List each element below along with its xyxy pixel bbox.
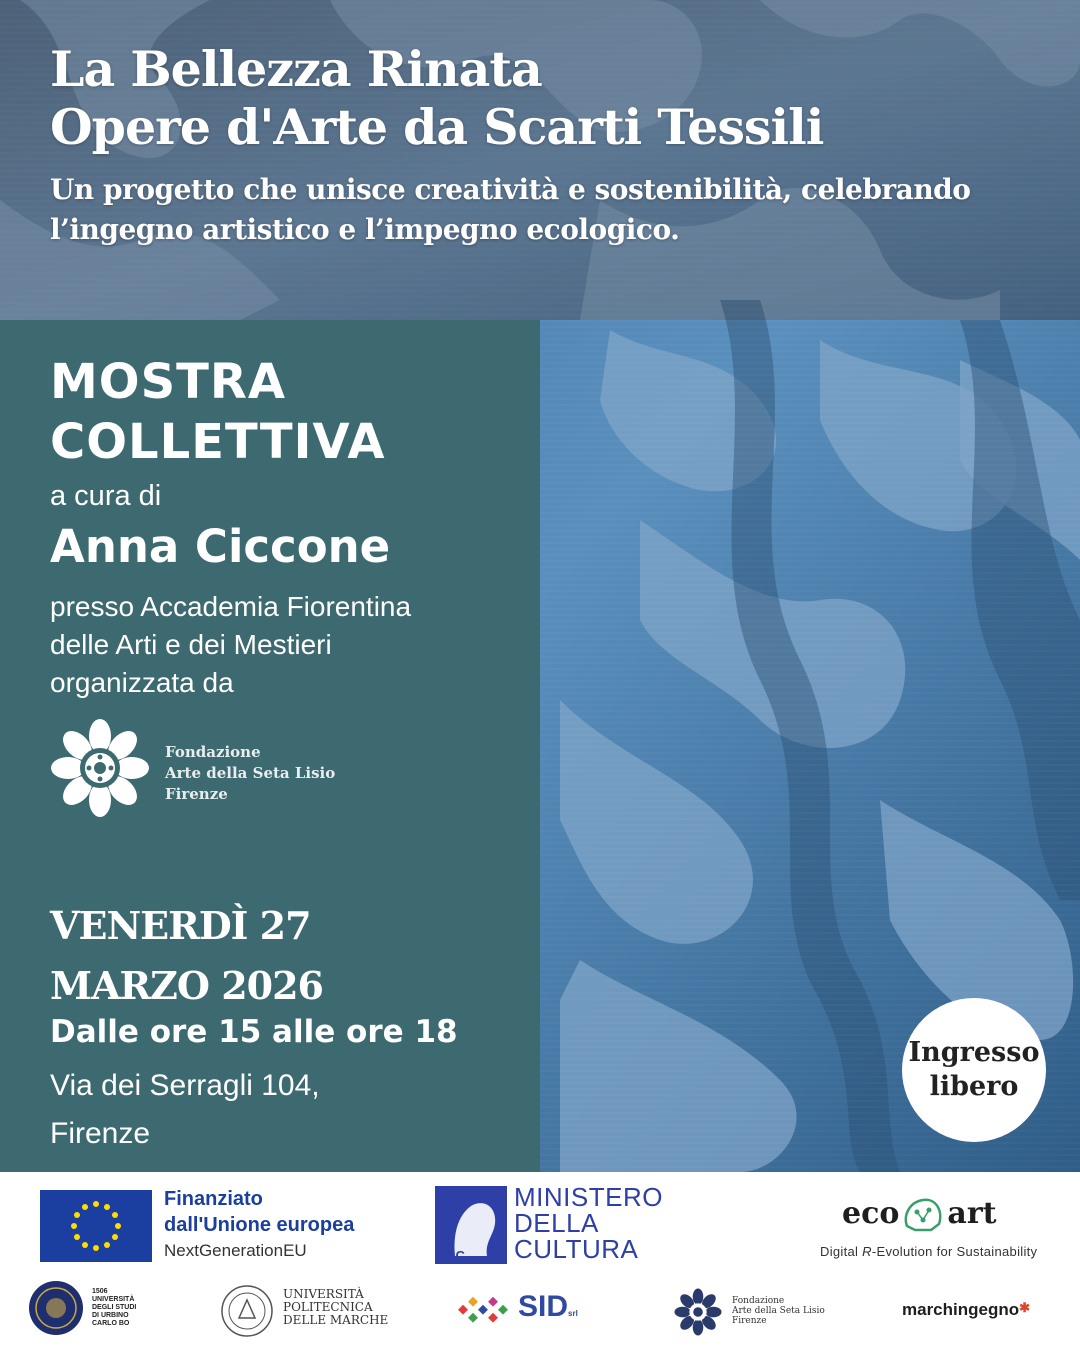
date-line-2: MARZO 2026: [50, 963, 323, 1008]
curated-by-label: a cura di: [50, 480, 162, 512]
free-entry-badge: [902, 998, 1046, 1142]
badge-line-1: Ingresso: [908, 1037, 1040, 1068]
fondazione-small-text: [732, 1296, 825, 1326]
page-title-line-2: Opere d'Arte da Scarti Tessili: [50, 98, 824, 156]
uniurb-seal-icon: [28, 1280, 84, 1336]
subtitle: [50, 170, 1050, 250]
event-date: [50, 896, 323, 1016]
address-line-2: Firenze: [50, 1117, 151, 1150]
uniurb-line-2: DEGLI STUDI: [92, 1304, 137, 1311]
page-title-line-1: La Bellezza Rinata: [50, 40, 542, 98]
art-word: art: [947, 1196, 997, 1231]
univpm-line-3: DELLE MARCHE: [283, 1313, 389, 1327]
mic-line-2: DELLA: [514, 1208, 599, 1238]
marchingegno-logo: [902, 1300, 1030, 1320]
univpm-seal-icon: [220, 1284, 274, 1338]
venue-line-2: delle Arti e dei Mestieri: [50, 629, 332, 660]
circuit-tree-icon: [901, 1196, 945, 1234]
event-address: [50, 1062, 320, 1158]
univpm-line-1: UNIVERSITÀ: [283, 1287, 364, 1301]
ecoart-tagline: [820, 1244, 1037, 1259]
badge-line-2: libero: [929, 1071, 1019, 1102]
sponsor-footer: [0, 1172, 1080, 1350]
eu-funding-text: [164, 1186, 354, 1264]
uniurb-text: [92, 1288, 162, 1328]
sid-logo-text: [518, 1290, 578, 1324]
uniurb-year: 1506: [92, 1288, 108, 1295]
venue-line-3: organizzata da: [50, 667, 234, 698]
fond-line-1: Fondazione: [732, 1296, 785, 1306]
mic-line-3: CULTURA: [514, 1234, 639, 1264]
eco-word: eco: [842, 1196, 900, 1231]
mic-abbr: MiC: [441, 1248, 465, 1263]
fond-line-3: Firenze: [732, 1316, 767, 1326]
mic-line-1: MINISTERO: [514, 1182, 663, 1212]
info-panel: [0, 320, 540, 1172]
eu-line-2: dall'Unione europea: [164, 1214, 355, 1236]
tagline-post: -Evolution for Sustainability: [871, 1244, 1038, 1259]
event-hours: Dalle ore 15 alle ore 18: [50, 1014, 458, 1050]
subtitle-line-1: Un progetto che unisce creatività e sostenibilità, celebrando: [50, 173, 971, 206]
mic-logo-icon: [435, 1186, 507, 1264]
date-line-1: VENERDÌ 27: [50, 903, 311, 948]
organizer-line-1: Fondazione: [165, 743, 261, 761]
marchingegno-word: marchingegno: [902, 1300, 1020, 1319]
curator-name: Anna Ciccone: [50, 520, 391, 573]
fondazione-lisio-flower-icon: [50, 718, 150, 818]
eu-flag-icon: [40, 1190, 152, 1262]
mic-head-icon: [435, 1186, 507, 1264]
organizer-line-3: Firenze: [165, 785, 228, 803]
heading-line-2: COLLETTIVA: [50, 414, 386, 470]
fond-line-2: Arte della Seta Lisio: [732, 1306, 825, 1316]
univpm-line-2: POLITECNICA: [283, 1300, 373, 1314]
subtitle-line-2: l’ingegno artistico e l’impegno ecologico.: [50, 213, 680, 246]
ecoart-logo: [842, 1196, 996, 1234]
tagline-pre: Digital: [820, 1244, 863, 1259]
univpm-text: [283, 1288, 388, 1327]
eu-line-1: Finanziato: [164, 1188, 263, 1210]
address-line-1: Via dei Serragli 104,: [50, 1069, 320, 1102]
fondazione-small-flower-icon: [674, 1288, 722, 1336]
venue-line-1: presso Accademia Fiorentina: [50, 591, 412, 622]
uniurb-line-3: DI URBINO: [92, 1312, 129, 1319]
heading-line-1: MOSTRA: [50, 354, 286, 410]
sid-word: SID: [518, 1290, 569, 1323]
tagline-r: R: [862, 1244, 872, 1259]
ministry-text: [514, 1184, 663, 1262]
eu-stars-icon: [40, 1190, 152, 1262]
sid-srl: srl: [568, 1309, 578, 1318]
eu-line-3: NextGenerationEU: [164, 1241, 307, 1260]
gear-icon: ✱: [1019, 1300, 1031, 1315]
header-block: [50, 40, 1050, 250]
organizer-text: [165, 742, 335, 805]
venue-text: [50, 588, 520, 702]
uniurb-line-4: CARLO BO: [92, 1320, 130, 1327]
sid-mosaic-icon: [456, 1292, 516, 1328]
organizer-line-2: Arte della Seta Lisio: [165, 764, 336, 782]
exhibition-heading: [50, 352, 385, 472]
uniurb-line-1: UNIVERSITÀ: [92, 1296, 135, 1303]
